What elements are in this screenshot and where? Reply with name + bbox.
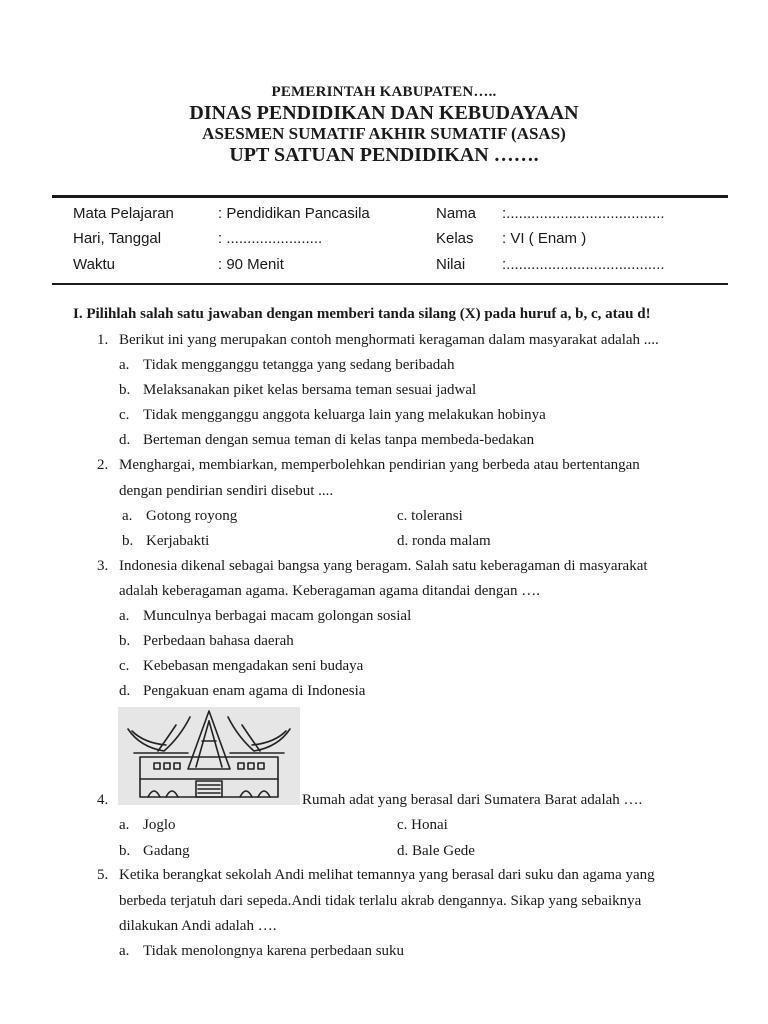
name-label: Nama bbox=[436, 205, 477, 222]
class-label: Kelas bbox=[436, 230, 474, 247]
option-letter: a. bbox=[122, 508, 133, 524]
option-letter: b. bbox=[119, 633, 131, 649]
option-text: c. Honai bbox=[397, 817, 448, 833]
option-text: c. toleransi bbox=[397, 508, 463, 524]
option-text: d. Bale Gede bbox=[397, 843, 475, 859]
question-text: Berikut ini yang merupakan contoh menghormati keragaman dalam masyarakat adalah .... bbox=[119, 332, 659, 348]
header-school-line: UPT SATUAN PENDIDIKAN ……. bbox=[229, 144, 539, 166]
section-instruction: I. Pilihlah salah satu jawaban dengan memberi tanda silang (X) pada huruf a, b, c, atau d! bbox=[73, 306, 651, 322]
question-number: 4. bbox=[97, 792, 109, 808]
question-number: 5. bbox=[97, 867, 109, 883]
question-text: dilakukan Andi adalah …. bbox=[119, 918, 277, 934]
option-text: Melaksanakan piket kelas bersama teman sesuai jadwal bbox=[143, 382, 477, 398]
option-text: Kerjabakti bbox=[146, 533, 210, 549]
score-field: :...................................... bbox=[502, 256, 665, 273]
question-number: 3. bbox=[97, 558, 109, 574]
option-text: d. ronda malam bbox=[397, 533, 491, 549]
option-letter: b. bbox=[122, 533, 134, 549]
question-number: 1. bbox=[97, 332, 109, 348]
option-letter: c. bbox=[119, 658, 130, 674]
question-text: Ketika berangkat sekolah Andi melihat temannya yang berasal dari suku dan agama yang bbox=[119, 867, 655, 883]
option-letter: b. bbox=[119, 843, 131, 859]
date-field: : ....................... bbox=[218, 230, 323, 247]
option-text: Joglo bbox=[143, 817, 176, 833]
header-exam-title: ASESMEN SUMATIF AKHIR SUMATIF (ASAS) bbox=[202, 124, 566, 143]
header-government-line: PEMERINTAH KABUPATEN….. bbox=[271, 84, 497, 100]
subject-label: Mata Pelajaran bbox=[73, 205, 174, 222]
question-text: Rumah adat yang berasal dari Sumatera Barat adalah …. bbox=[302, 792, 643, 808]
date-label: Hari, Tanggal bbox=[73, 230, 162, 247]
question-text: dengan pendirian sendiri disebut .... bbox=[119, 483, 334, 499]
time-label: Waktu bbox=[73, 256, 115, 273]
question-number: 2. bbox=[97, 457, 109, 473]
option-text: Perbedaan bahasa daerah bbox=[143, 633, 294, 649]
option-text: Tidak mengganggu anggota keluarga lain yang melakukan hobinya bbox=[143, 407, 546, 423]
option-letter: a. bbox=[119, 608, 130, 624]
question-text: Indonesia dikenal sebagai bangsa yang beragam. Salah satu keberagaman di masyarakat bbox=[119, 558, 648, 574]
bottom-rule bbox=[52, 283, 728, 285]
score-label: Nilai bbox=[436, 256, 466, 273]
option-text: Gadang bbox=[143, 843, 190, 859]
option-text: Munculnya berbagai macam golongan sosial bbox=[143, 608, 412, 624]
subject-value: : Pendidikan Pancasila bbox=[218, 205, 370, 222]
name-field: :...................................... bbox=[502, 205, 665, 222]
option-text: Tidak mengganggu tetangga yang sedang beribadah bbox=[143, 357, 455, 373]
class-value: : VI ( Enam ) bbox=[502, 230, 587, 247]
header-department-line: DINAS PENDIDIKAN DAN KEBUDAYAAN bbox=[189, 102, 579, 124]
option-text: Kebebasan mengadakan seni budaya bbox=[143, 658, 364, 674]
question-text: berbeda terjatuh dari sepeda.Andi tidak terlalu akrab dengannya. Sikap yang sebaiknya bbox=[119, 893, 642, 909]
rumah-gadang-image bbox=[118, 707, 300, 805]
option-letter: a. bbox=[119, 943, 130, 959]
option-letter: a. bbox=[119, 817, 130, 833]
option-text: Berteman dengan semua teman di kelas tanpa membeda-bedakan bbox=[143, 432, 535, 448]
question-text: adalah keberagaman agama. Keberagaman agama ditandai dengan …. bbox=[119, 583, 541, 599]
option-letter: a. bbox=[119, 357, 130, 373]
option-text: Gotong royong bbox=[146, 508, 238, 524]
option-letter: c. bbox=[119, 407, 130, 423]
option-letter: d. bbox=[119, 683, 131, 699]
time-value: : 90 Menit bbox=[218, 256, 284, 273]
option-text: Tidak menolongnya karena perbedaan suku bbox=[143, 943, 405, 959]
option-letter: d. bbox=[119, 432, 131, 448]
option-letter: b. bbox=[119, 382, 131, 398]
question-text: Menghargai, membiarkan, memperbolehkan pendirian yang berbeda atau bertentangan bbox=[119, 457, 640, 473]
option-text: Pengakuan enam agama di Indonesia bbox=[143, 683, 366, 699]
top-rule bbox=[52, 195, 728, 198]
